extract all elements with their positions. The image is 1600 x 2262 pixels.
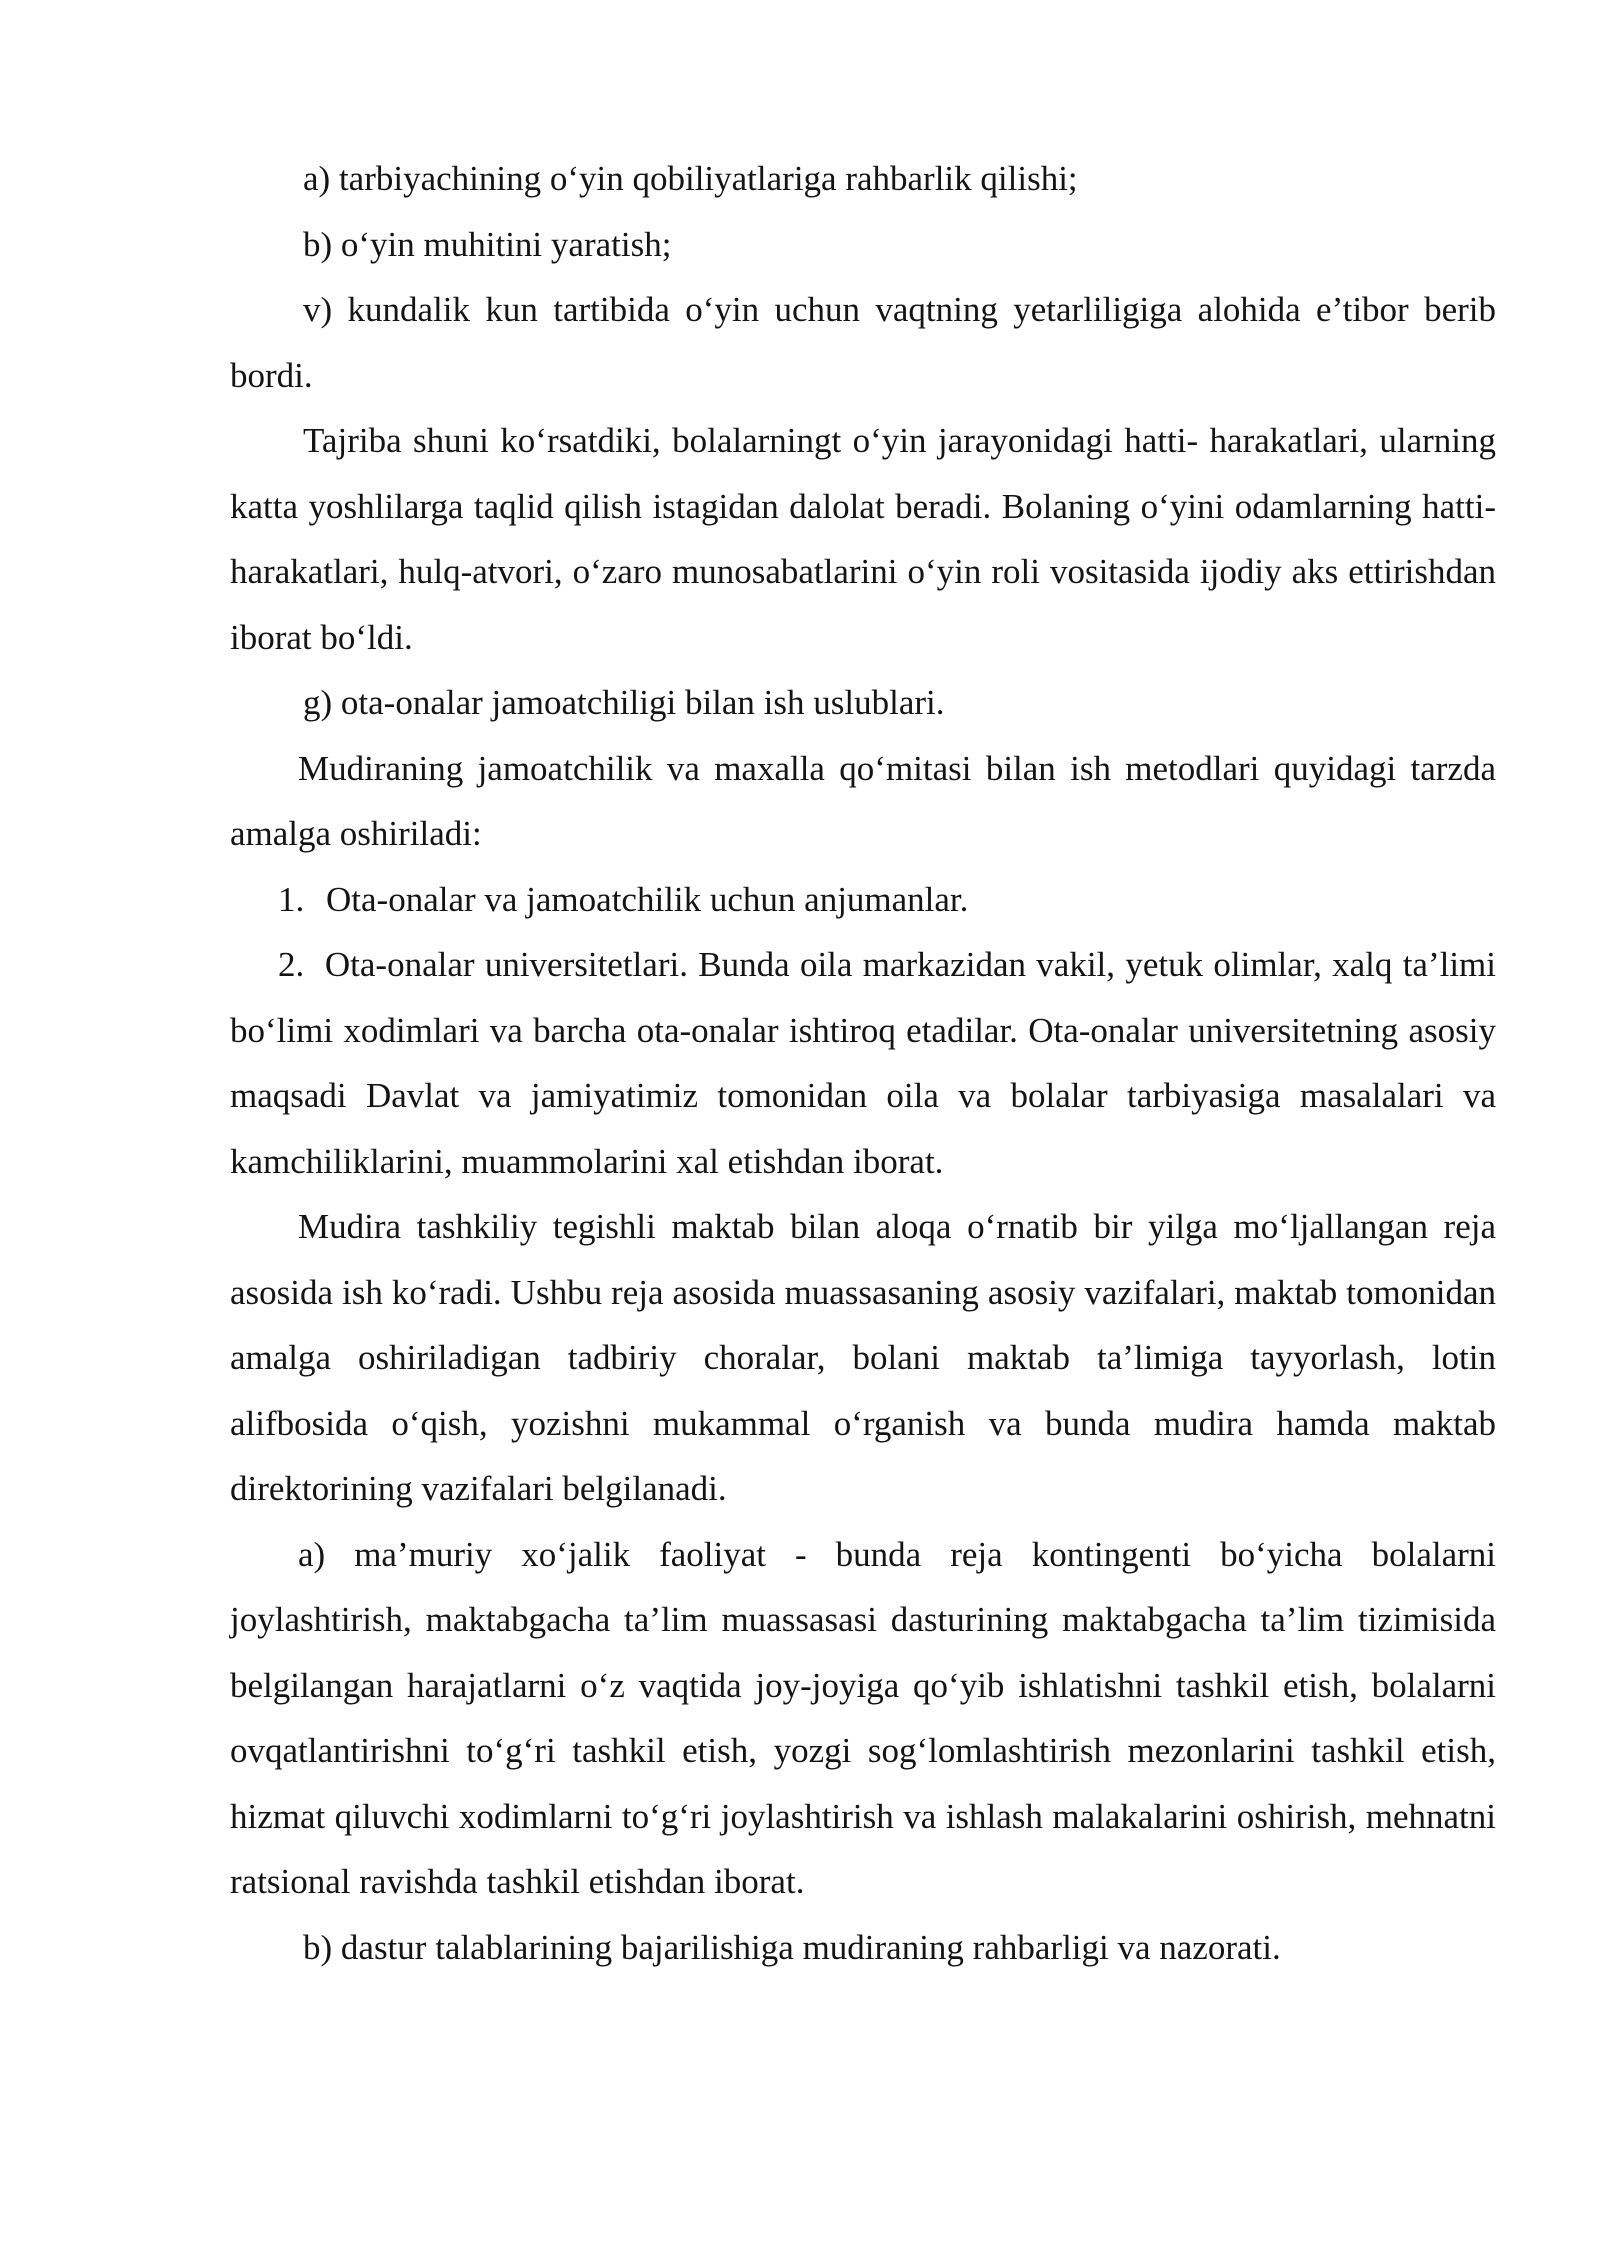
list-item-text: Ota-onalar va jamoatchilik uchun anjumanlar.	[326, 879, 969, 919]
list-item	[230, 867, 1496, 933]
list-item-number: 1.	[278, 879, 305, 919]
paragraph-g-parents: g) ota-onalar jamoatchiligi bilan ish uslublari.	[303, 683, 945, 722]
paragraph-a-administrative: a) ma’muriy xo‘jalik faoliyat - bunda reja kontingenti bo‘yicha bolalarni joylashtirish, maktabgacha ta’lim muassasasi dasturining maktabgacha ta’lim tizimisida belgilangan harajatlarni o‘z vaqtida joy-joyiga qo‘yib ishlatishni tashkil etish, bolalarni ovqatlantirishni to‘g‘ri tashkil etish, yozgi sog‘lomlashtirish mezonlarini tashkil etish, hizmat qiluvchi xodimlarni to‘g‘ri joylashtirish va ishlash malakalarini oshirish, mehnatni ratsional ravishda tashkil etishdan iborat.	[230, 1534, 1496, 1901]
list-item	[230, 932, 1496, 1194]
document-page	[230, 146, 1496, 1980]
list-item-text: Ota-onalar universitetlari. Bunda oila markazidan vakil, yetuk olimlar, xalq ta’limi bo‘limi xodimlari va barcha ota-onalar ishtiroq etadilar. Ota-onalar universitetning asosiy maqsadi Davlat va jamiyatimiz tomonidan oila va bolalar tarbiyasiga masalalari va kamchiliklarini, muammolarini xal etishdan iborat.	[230, 945, 1497, 1181]
paragraph-school-cooperation: Mudira tashkiliy tegishli maktab bilan aloqa o‘rnatib bir yilga mo‘ljallangan reja asosida ish ko‘radi. Ushbu reja asosida muassasaning asosiy vazifalari, maktab tomonidan amalga oshiriladigan tadbiriy choralar, bolani maktab ta’limiga tayyorlash, lotin alifbosida o‘qish, yozishni mukammal o‘rganish va bunda mudira hamda maktab direktorining vazifalari belgilanadi.	[230, 1207, 1496, 1508]
paragraph-b-program-control: b) dastur talablarining bajarilishiga mudiraning rahbarligi va nazorati.	[303, 1927, 1281, 1967]
list-item-number: 2.	[278, 945, 305, 984]
paragraph-methods-intro: Mudiraning jamoatchilik va maxalla qo‘mitasi bilan ish metodlari quyidagi tarzda amalga oshiriladi:	[230, 748, 1496, 853]
paragraph-a-leadership: a) tarbiyachining o‘yin qobiliyatlariga rahbarlik qilishi;	[303, 159, 1078, 198]
paragraph-b-environment: b) o‘yin muhitini yaratish;	[303, 224, 672, 264]
paragraph-experience: Tajriba shuni ko‘rsatdiki, bolalarningt o‘yin jarayonidagi hatti- harakatlari, ularning katta yoshlilarga taqlid qilish istagidan dalolat beradi. Bolaning o‘yini odamlarning hatti-harakatlari, hulq-atvori, o‘zaro munosabatlarini o‘yin roli vositasida ijodiy aks ettirishdan iborat bo‘ldi.	[230, 421, 1496, 657]
paragraph-v-daily-schedule: v) kundalik kun tartibida o‘yin uchun vaqtning yetarliligiga alohida e’tibor berib bordi.	[230, 290, 1496, 395]
